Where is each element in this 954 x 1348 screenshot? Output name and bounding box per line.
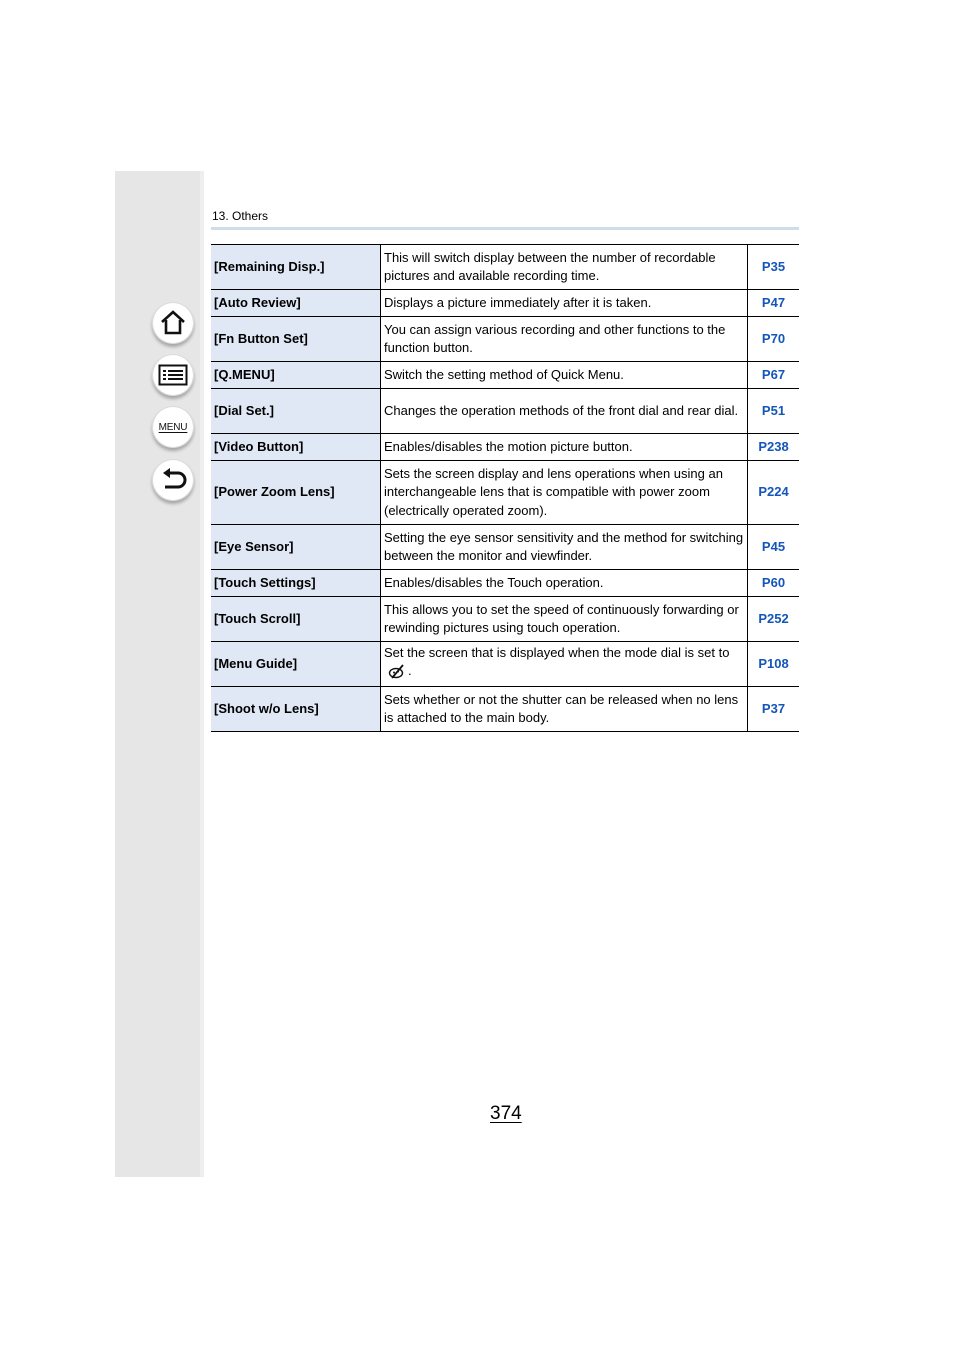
table-row — [211, 642, 799, 687]
setting-name: [Power Zoom Lens] — [211, 461, 381, 525]
setting-description: This will switch display between the number of recordable pictures and available recording time. — [381, 245, 748, 290]
back-arrow-icon — [159, 467, 187, 493]
list-icon — [158, 364, 188, 386]
page-link[interactable]: P47 — [748, 290, 800, 317]
setting-description: Sets whether or not the shutter can be released when no lens is attached to the main body. — [381, 687, 748, 732]
setting-description: Switch the setting method of Quick Menu. — [381, 362, 748, 389]
table-row — [211, 389, 799, 434]
setting-description-end: . — [408, 663, 412, 678]
setting-name: [Remaining Disp.] — [211, 245, 381, 290]
setting-description-text: Set the screen that is displayed when the mode dial is set to — [384, 644, 730, 660]
table-row — [211, 525, 799, 570]
page-link[interactable]: P60 — [748, 570, 800, 597]
table-row — [211, 597, 799, 642]
page-link[interactable]: P67 — [748, 362, 800, 389]
table-row — [211, 461, 799, 525]
setting-name: [Shoot w/o Lens] — [211, 687, 381, 732]
setting-description: Changes the operation methods of the front dial and rear dial. — [381, 389, 748, 434]
setting-name: [Q.MENU] — [211, 362, 381, 389]
page-link[interactable]: P51 — [748, 389, 800, 434]
setting-description: Setting the eye sensor sensitivity and the method for switching between the monitor and viewfinder. — [381, 525, 748, 570]
page-number: 374 — [490, 1103, 522, 1124]
page-link[interactable]: P252 — [748, 597, 800, 642]
setting-name: [Touch Scroll] — [211, 597, 381, 642]
section-title: 13. Others — [212, 209, 269, 223]
page-link[interactable]: P45 — [748, 525, 800, 570]
setting-name: [Menu Guide] — [211, 642, 381, 687]
table-row — [211, 317, 799, 362]
sidebar-edge — [200, 171, 204, 1177]
table-row — [211, 570, 799, 597]
table-row — [211, 245, 799, 290]
setting-description: Enables/disables the Touch operation. — [381, 570, 748, 597]
setting-name: [Video Button] — [211, 434, 381, 461]
page-link[interactable]: P35 — [748, 245, 800, 290]
setting-name: [Touch Settings] — [211, 570, 381, 597]
page-link[interactable]: P70 — [748, 317, 800, 362]
setting-description: You can assign various recording and other functions to the function button. — [381, 317, 748, 362]
table-row — [211, 434, 799, 461]
page-link[interactable]: P224 — [748, 461, 800, 525]
setting-description: Enables/disables the motion picture button. — [381, 434, 748, 461]
setting-name: [Fn Button Set] — [211, 317, 381, 362]
menu-icon: MENU — [158, 421, 188, 433]
section-divider — [211, 227, 799, 230]
setting-name: [Auto Review] — [211, 290, 381, 317]
settings-table — [211, 244, 799, 732]
table-row — [211, 362, 799, 389]
creative-control-icon — [388, 663, 406, 685]
home-icon — [159, 309, 187, 337]
menu-button[interactable] — [152, 406, 194, 448]
setting-description: Sets the screen display and lens operations when using an interchangeable lens that is compatible with power zoom (electrically operated zoom). — [381, 461, 748, 525]
table-row — [211, 290, 799, 317]
setting-name: [Dial Set.] — [211, 389, 381, 434]
page-link[interactable]: P238 — [748, 434, 800, 461]
contents-button[interactable] — [152, 354, 194, 396]
back-button[interactable] — [152, 459, 194, 501]
table-row — [211, 687, 799, 732]
page-link[interactable]: P108 — [748, 642, 800, 687]
setting-name: [Eye Sensor] — [211, 525, 381, 570]
page-link[interactable]: P37 — [748, 687, 800, 732]
setting-description — [381, 642, 748, 687]
home-button[interactable] — [152, 302, 194, 344]
setting-description: Displays a picture immediately after it is taken. — [381, 290, 748, 317]
setting-description: This allows you to set the speed of continuously forwarding or rewinding pictures using touch operation. — [381, 597, 748, 642]
